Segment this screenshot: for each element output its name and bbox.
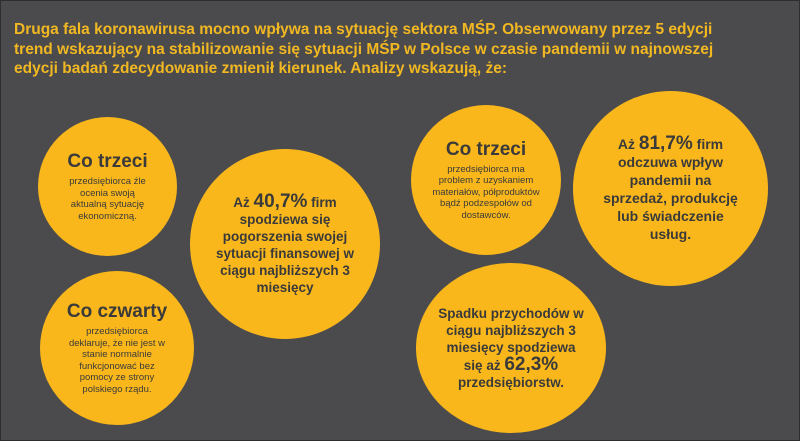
bubble-62-3-percent	[416, 263, 606, 433]
bubble-co-trzeci-ocena	[38, 117, 177, 256]
bubble-body: przedsiębiorca źle ocenia swoją aktualną sytuację ekonomiczną.	[69, 176, 146, 222]
bubble-40-7-percent	[190, 149, 380, 339]
bubble-81-7-percent	[573, 91, 768, 286]
bubble-highlight-value: 62,3%	[504, 354, 559, 375]
bubble-body: przedsiębiorca ma problem z uzyskaniem materiałów, półproduktów bądź podzespołów od dostawców.	[432, 163, 540, 221]
intro-text: Druga fala koronawirusa mocno wpływa na sytuację sektora MŚP. Obserwowany przez 5 edycji trend wskazujący na stabilizowanie się sytuacji MŚP w Polsce w czasie pandemii w najnowszej edycji badań zdecydowanie zmienił kierunek. Analizy wskazują, że:	[14, 21, 714, 77]
bubble-co-czwarty	[40, 271, 194, 425]
bubble-text-post: przedsiębiorstw.	[457, 375, 565, 390]
bubble-text-pre: Spadku przychodów w ciągu najbliższych 3 miesięcy spodziewa się aż	[438, 306, 584, 373]
bubble-heading: Co trzeci	[445, 138, 527, 160]
bubble-text-post: firm spodziewa się pogorszenia swojej sytuacji finansowej w ciągu najbliższych 3 miesięcy	[215, 194, 355, 295]
bubble-text-post: firm odczuwa wpływ pandemii na sprzedaż, produkcję lub świadczenie usług.	[603, 135, 738, 242]
bubble-text-pre: Aż	[233, 194, 254, 210]
bubble-heading: Co trzeci	[67, 151, 148, 172]
bubble-text	[599, 132, 742, 243]
bubble-highlight-value: 40,7%	[253, 190, 308, 212]
bubble-heading: Co czwarty	[66, 301, 168, 322]
bubble-co-trzeci-dostawcy	[411, 105, 561, 255]
bubble-text-pre: Aż	[617, 135, 639, 152]
bubble-text	[436, 305, 586, 391]
bubble-highlight-value: 81,7%	[638, 132, 693, 154]
bubble-text	[206, 190, 364, 296]
bubble-body: przedsiębiorca deklaruje, że nie jest w stanie normalnie funkcjonować bez pomocy ze strony polskiego rządu.	[68, 326, 166, 395]
